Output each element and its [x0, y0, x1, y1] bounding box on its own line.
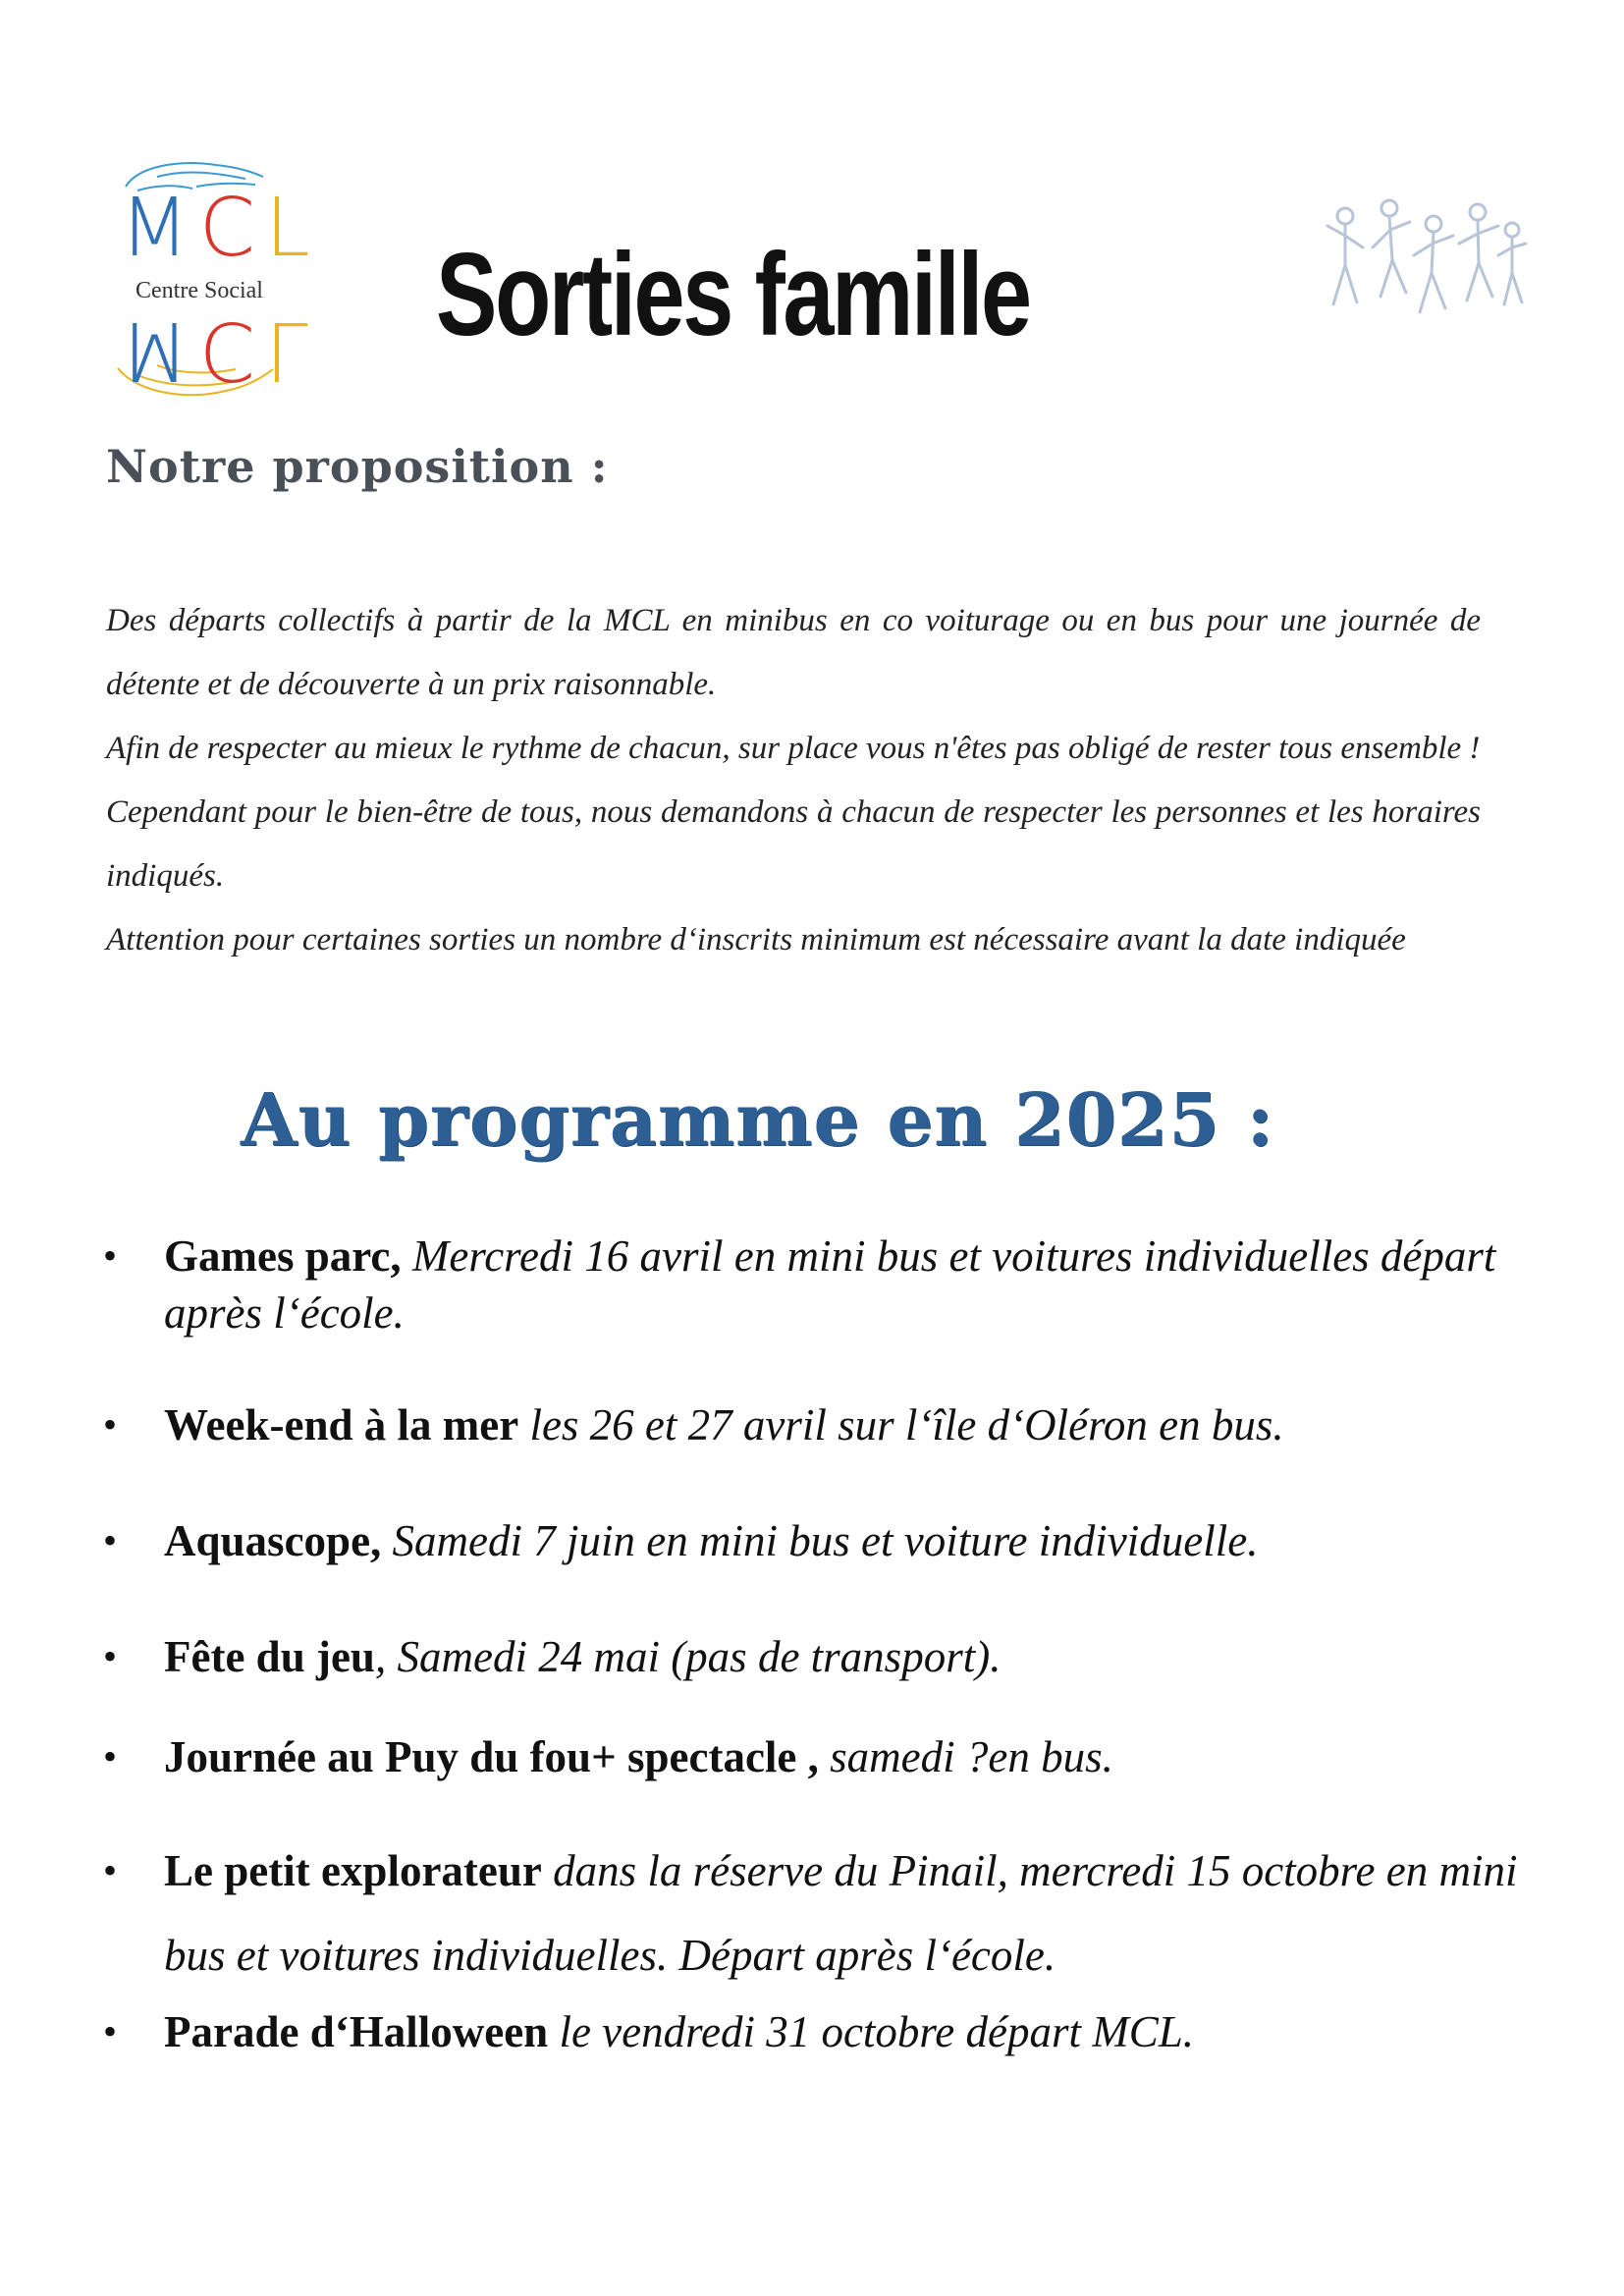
section-heading-proposition: Notre proposition : — [106, 440, 609, 493]
dancing-people-icon — [1316, 187, 1532, 334]
outing-detail: le vendredi 31 octobre départ MCL. — [559, 2007, 1194, 2056]
logo-caption: Centre Social — [135, 278, 263, 303]
mcl-logo — [98, 147, 320, 408]
logo-letters-top — [120, 182, 320, 275]
bullet-icon: • — [103, 1402, 118, 1447]
outing-detail: dans la réserve du Pinail, mercredi 15 octobre en mini bus et voitures individuelles. Départ après l‘école. — [164, 1846, 1518, 1980]
logo-letter: L — [265, 303, 320, 397]
bullet-icon: • — [103, 1518, 118, 1562]
intro-paragraph: Des départs collectifs à partir de la MCL en minibus en co voiturage ou en bus pour une journée de détente et de découverte à un prix raisonnable. — [106, 603, 1481, 702]
outing-name: Le petit explorateur — [164, 1846, 542, 1895]
bullet-icon: • — [103, 1634, 118, 1678]
logo-letter: L — [265, 182, 320, 275]
outing-detail: Samedi 7 juin en mini bus et voiture individuelle. — [392, 1516, 1259, 1565]
outing-detail: Mercredi 16 avril en mini bus et voitures individuelles départ après l‘école. — [164, 1231, 1496, 1338]
section-heading-program: Au programme en 2025 : — [241, 1078, 1274, 1163]
outing-name: Week-end à la mer — [164, 1400, 519, 1449]
outing-name: Fête du jeu — [164, 1632, 375, 1681]
intro-paragraph: Afin de respecter au mieux le rythme de chacun, sur place vous n'êtes pas obligé de rester tous ensemble ! — [106, 731, 1481, 766]
outing-name: Journée au Puy du fou+ spectacle , — [164, 1732, 819, 1781]
bullet-icon: • — [103, 1233, 118, 1278]
page-title: Sorties famille — [436, 229, 1030, 360]
logo-letters-bottom — [120, 303, 320, 397]
logo-letter: C — [198, 303, 266, 397]
outing-name: Games parc, — [164, 1231, 402, 1281]
logo-letter: M — [120, 182, 199, 275]
outing-detail: , Samedi 24 mai (pas de transport). — [374, 1632, 1001, 1681]
intro-paragraph: Cependant pour le bien-être de tous, nous demandons à chacun de respecter les personnes et les horaires indiqués. — [106, 794, 1481, 894]
bullet-icon: • — [103, 2009, 118, 2053]
logo-letter: C — [198, 182, 266, 275]
outing-name: Aquascope, — [164, 1516, 382, 1565]
logo-letter: M — [120, 303, 199, 397]
bullet-icon: • — [103, 1734, 118, 1778]
intro-text — [106, 589, 1481, 972]
outing-detail: samedi ?en bus. — [830, 1732, 1113, 1781]
bullet-icon: • — [103, 1848, 118, 1892]
intro-paragraph: Attention pour certaines sorties un nombre d‘inscrits minimum est nécessaire avant la date indiquée — [106, 922, 1406, 957]
outing-name: Parade d‘Halloween — [164, 2007, 549, 2056]
outing-detail: les 26 et 27 avril sur l‘île d‘Oléron en bus. — [529, 1400, 1284, 1449]
